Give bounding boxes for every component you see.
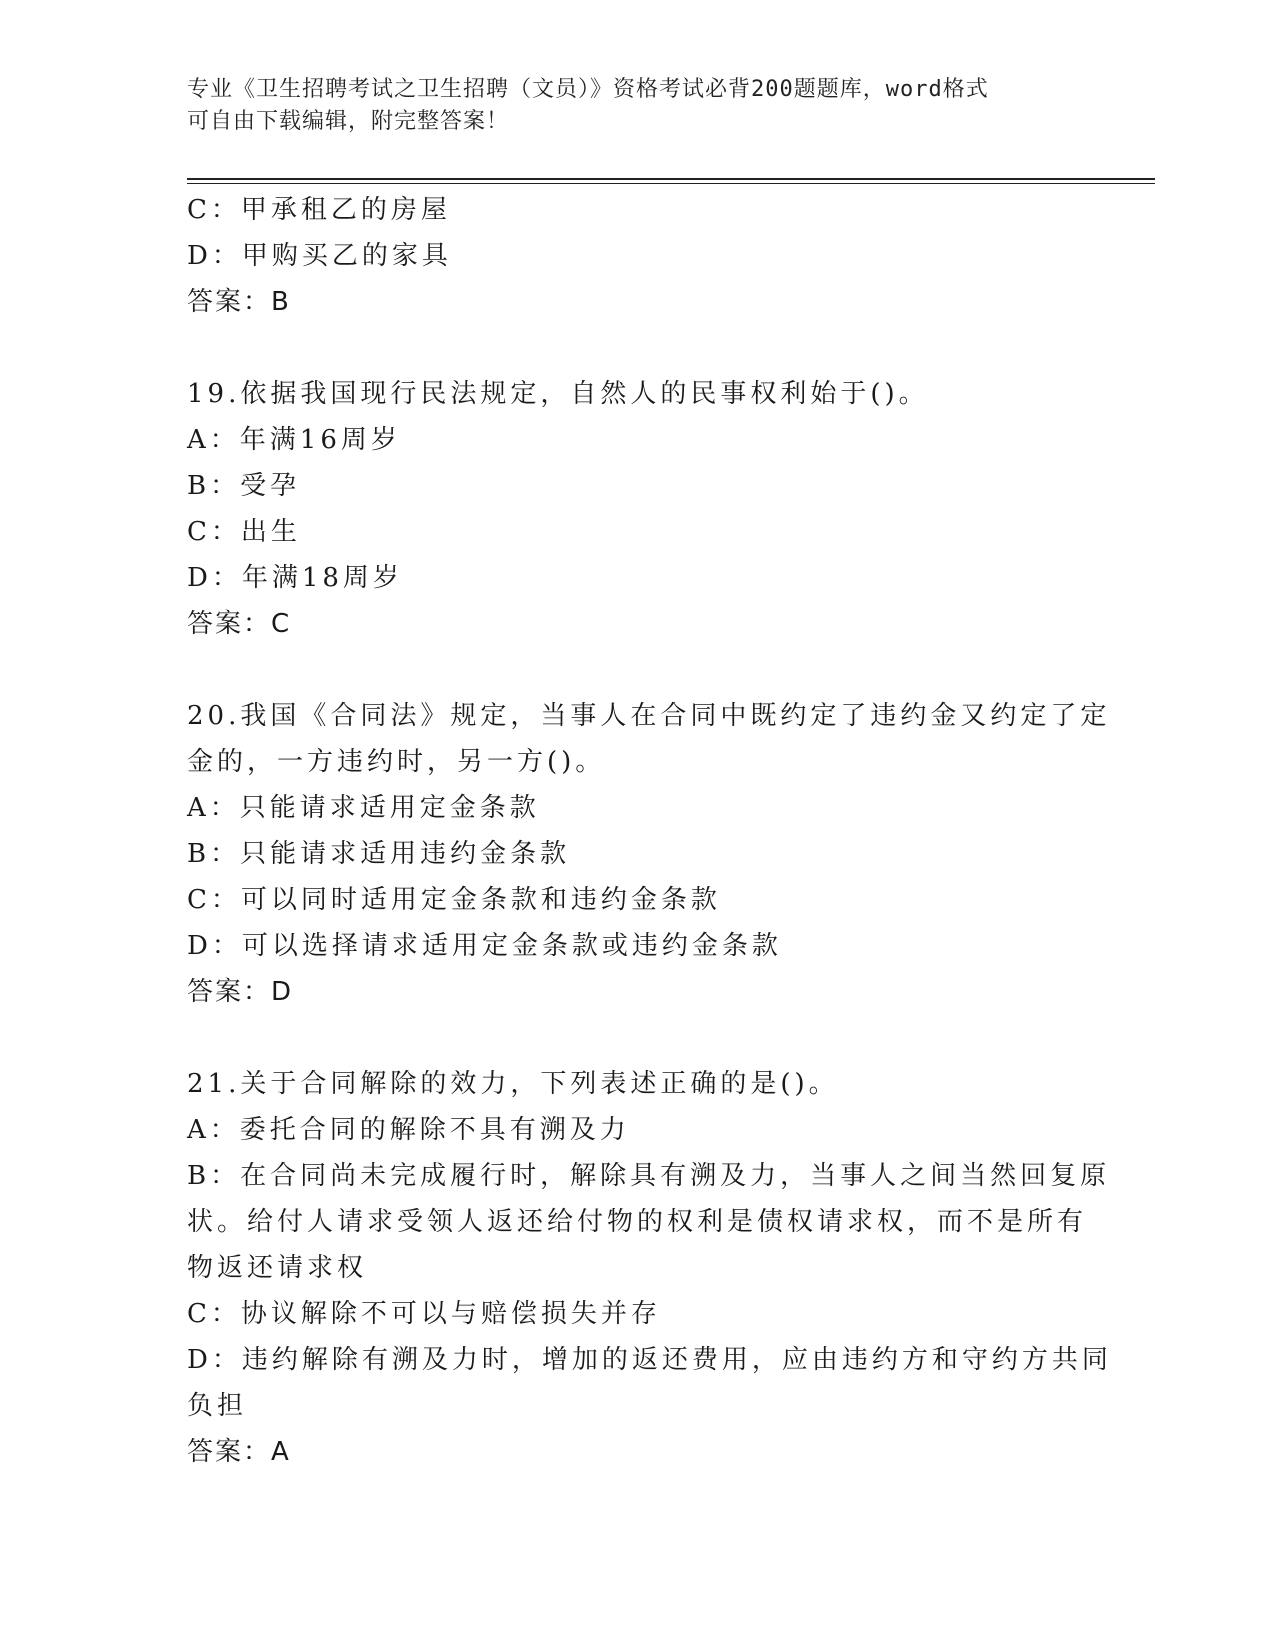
- option-b: B：只能请求适用违约金条款: [187, 839, 571, 869]
- option-d: D：可以选择请求适用定金条款或违约金条款: [187, 931, 782, 961]
- question-20: [187, 693, 1111, 1015]
- answer: 答案：B: [187, 287, 291, 317]
- spacer: [187, 1015, 1087, 1061]
- header-divider-thin: [187, 183, 1155, 184]
- question-stem: 21.关于合同解除的效力，下列表述正确的是()。: [187, 1069, 839, 1099]
- header-divider-thick: [187, 178, 1155, 180]
- question-stem-line-2: 金的，一方违约时，另一方()。: [187, 747, 606, 777]
- document-body: [187, 187, 1112, 1475]
- option-d: D：年满18周岁: [187, 563, 403, 593]
- question-19: [187, 371, 1087, 647]
- option-d: D：甲购买乙的家具: [187, 241, 452, 271]
- option-a: A：年满16周岁: [187, 425, 401, 455]
- option-b: B：受孕: [187, 471, 301, 501]
- option-b-line-2: 状。给付人请求受领人返还给付物的权利是债权请求权，而不是所有: [187, 1207, 1088, 1237]
- question-21: [187, 1061, 1112, 1475]
- spacer: [187, 647, 1087, 693]
- option-d-line-1: D：违约解除有溯及力时，增加的返还费用，应由违约方和守约方共同: [187, 1345, 1112, 1375]
- question-18-fragment: [187, 187, 1087, 325]
- option-b-line-1: B：在合同尚未完成履行时，解除具有溯及力，当事人之间当然回复原: [187, 1161, 1111, 1191]
- question-stem-line-1: 20.我国《合同法》规定，当事人在合同中既约定了违约金又约定了定: [187, 701, 1111, 731]
- option-c: C：协议解除不可以与赔偿损失并存: [187, 1299, 661, 1329]
- option-c: C：甲承租乙的房屋: [187, 195, 451, 225]
- option-b-line-3: 物返还请求权: [187, 1253, 368, 1283]
- document-header: [187, 74, 1087, 138]
- option-c: C：可以同时适用定金条款和违约金条款: [187, 885, 721, 915]
- spacer: [187, 325, 1087, 371]
- answer: 答案：A: [187, 1437, 291, 1467]
- option-d-line-2: 负担: [187, 1391, 248, 1421]
- header-line-1: 专业《卫生招聘考试之卫生招聘（文员）》资格考试必背200题题库，word格式: [187, 77, 989, 102]
- question-stem: 19.依据我国现行民法规定，自然人的民事权利始于()。: [187, 379, 929, 409]
- answer: 答案：C: [187, 609, 292, 639]
- option-a: A：委托合同的解除不具有溯及力: [187, 1115, 630, 1145]
- answer: 答案：D: [187, 977, 294, 1007]
- option-a: A：只能请求适用定金条款: [187, 793, 540, 823]
- header-line-2: 可自由下载编辑，附完整答案！: [187, 109, 510, 134]
- option-c: C：出生: [187, 517, 301, 547]
